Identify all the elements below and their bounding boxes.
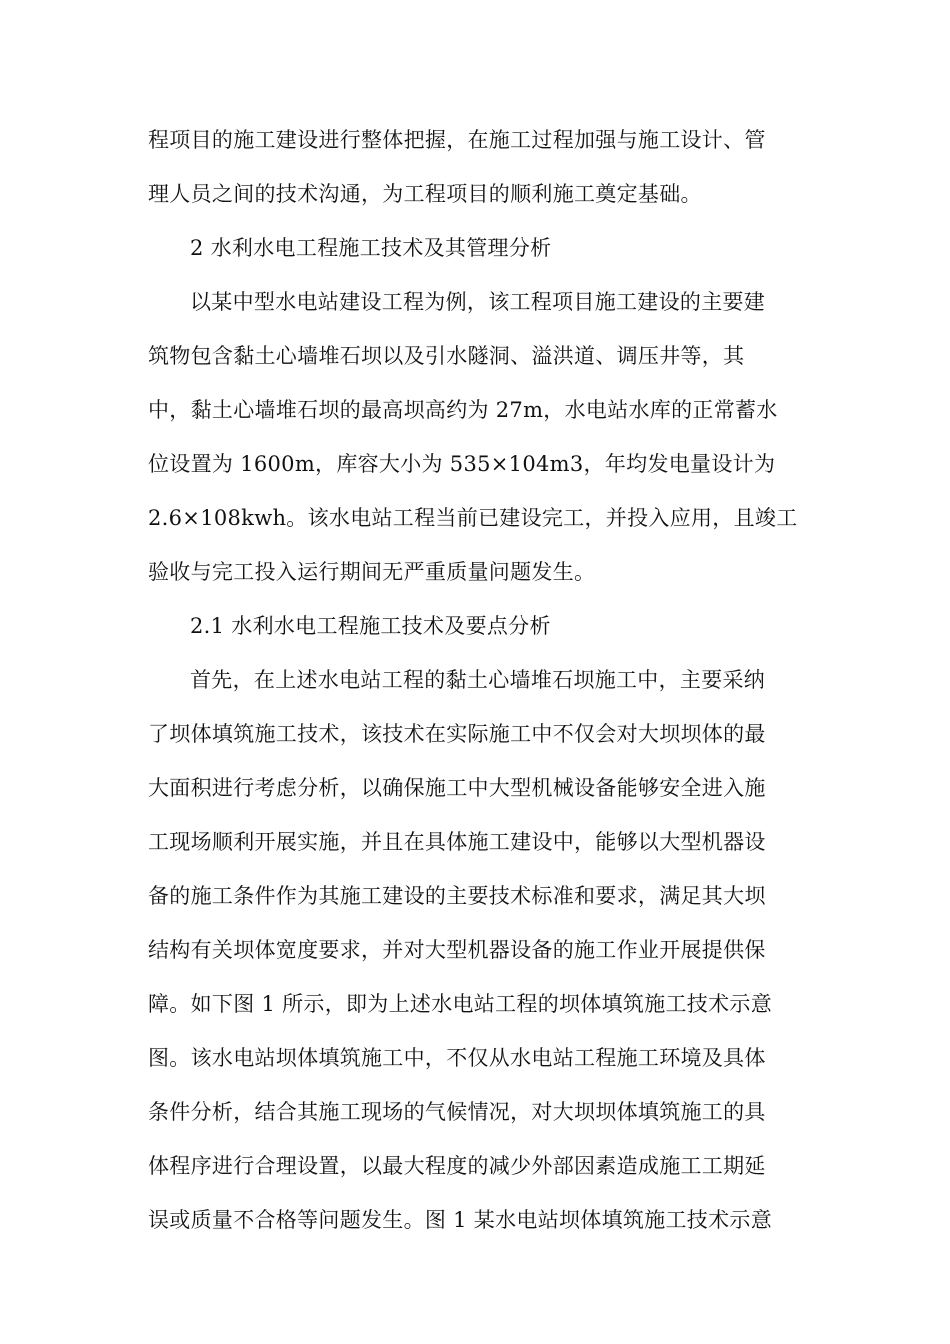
text-line: 图。该水电站坝体填筑施工中，不仅从水电站工程施工环境及具体 (148, 1046, 766, 1070)
text-line: 备的施工条件作为其施工建设的主要技术标准和要求，满足其大坝 (148, 884, 766, 908)
text-line: 体程序进行合理设置，以最大程度的减少外部因素造成施工工期延 (148, 1154, 766, 1178)
text-line: 筑物包含黏土心墙堆石坝以及引水隧洞、溢洪道、调压井等，其 (148, 344, 745, 368)
text-line: 2.6×108kwh。该水电站工程当前已建设完工，并投入应用，且竣工 (148, 506, 798, 530)
text-line: 大面积进行考虑分析，以确保施工中大型机械设备能够安全进入施 (148, 776, 766, 800)
subsection-heading: 2.1 水利水电工程施工技术及要点分析 (190, 614, 551, 638)
text-line: 程项目的施工建设进行整体把握，在施工过程加强与施工设计、管 (148, 128, 766, 152)
section-heading: 2 水利水电工程施工技术及其管理分析 (190, 236, 552, 260)
text-line: 误或质量不合格等问题发生。图 1 某水电站坝体填筑施工技术示意 (148, 1208, 773, 1232)
paragraph-start-line: 首先，在上述水电站工程的黏土心墙堆石坝施工中，主要采纳 (190, 668, 766, 692)
paragraph-start-line: 以某中型水电站建设工程为例，该工程项目施工建设的主要建 (190, 290, 766, 314)
text-line: 验收与完工投入运行期间无严重质量问题发生。 (148, 560, 596, 584)
text-line: 条件分析，结合其施工现场的气候情况，对大坝坝体填筑施工的具 (148, 1100, 766, 1124)
body-text (148, 113, 798, 1247)
text-line: 结构有关坝体宽度要求，并对大型机器设备的施工作业开展提供保 (148, 938, 766, 962)
text-line: 障。如下图 1 所示，即为上述水电站工程的坝体填筑施工技术示意 (148, 992, 773, 1016)
text-line: 理人员之间的技术沟通，为工程项目的顺利施工奠定基础。 (148, 182, 702, 206)
text-line: 中，黏土心墙堆石坝的最高坝高约为 27m，水电站水库的正常蓄水 (148, 398, 778, 422)
text-line: 位设置为 1600m，库容大小为 535×104m3，年均发电量设计为 (148, 452, 776, 476)
text-line: 了坝体填筑施工技术，该技术在实际施工中不仅会对大坝坝体的最 (148, 722, 766, 746)
text-line: 工现场顺利开展实施，并且在具体施工建设中，能够以大型机器设 (148, 830, 766, 854)
